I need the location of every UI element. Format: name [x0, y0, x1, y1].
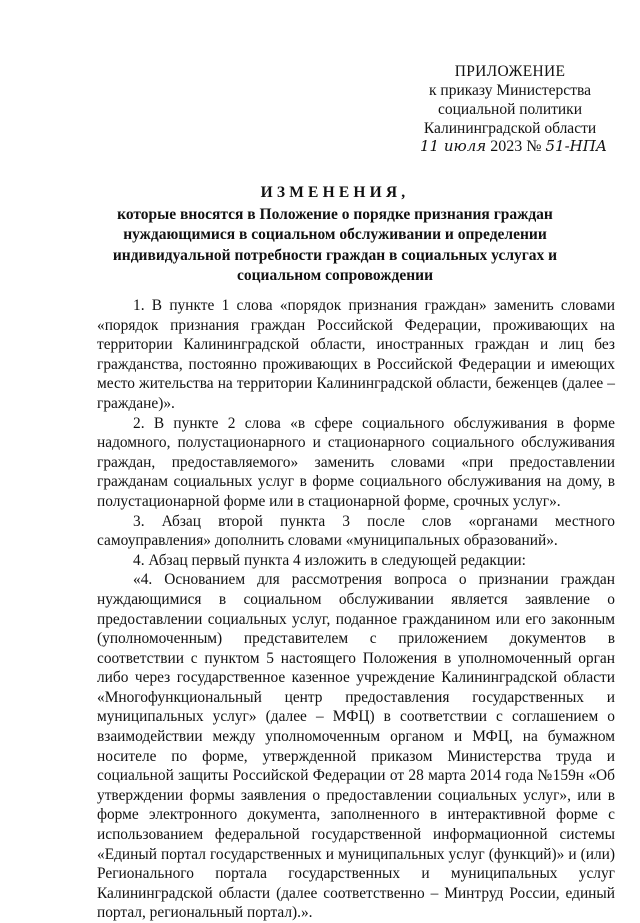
document-title: [96, 183, 574, 287]
title-main: ИЗМЕНЕНИЯ,: [260, 184, 410, 201]
handwritten-order-number: 51-НПА: [545, 137, 608, 155]
paragraph-5-quoted: «4. Основанием для рассмотрения вопроса о признании граждан нуждающимися в социальном обслуживании является заявление о предоставлении социальных услуг, поданное гражданином или его законным (уполномоченным) представителем с приложением документов в соответствии с пунктом 5 настоящего Положения в уполномоченный орган либо через государственное казенное учреждение Калининградской области «Многофункциональный центр предоставления государственных и муниципальных услуг» (далее – МФЦ) в соответствии с соглашением о взаимодействии между уполномоченным органом и МФЦ, на бумажном носителе по форме, утвержденной приказом Министерства труда и социальной защиты Российской Федерации от 28 марта 2014 года №159н «Об утверждении формы заявления о предоставлении социальных услуг», или в форме электронного документа, заполненного в интерактивной форме с использованием федеральной государственной информационной системы «Единый портал государственных и муниципальных услуг (функций)» и (или) Регионального портала государственных и муниципальных услуг Калининградской области (далее соответственно – Минтруд России, единый портал, региональный портал).».: [97, 571, 615, 922]
appendix-line-1: к приказу Министерства: [429, 82, 591, 99]
appendix-title: ПРИЛОЖЕНИЕ: [454, 63, 566, 80]
appendix-header: [400, 62, 620, 138]
appendix-line-3: Калининградской области: [423, 120, 597, 137]
appendix-line-2: социальной политики: [437, 101, 583, 118]
order-year: 2023: [490, 138, 523, 155]
order-date-line: [420, 136, 630, 157]
paragraph-1: 1. В пункте 1 слова «порядок признания граждан» заменить словами «порядок признания граждан Российской Федерации, проживающих на территории Калининградской области, иностранных граждан и лиц без гражданства, постоянно проживающих в Российской Федерации и имеющих место жительства на территории Калининградской области, беженцев (далее – граждане)».: [97, 297, 615, 412]
paragraph-2: 2. В пункте 2 слова «в сфере социального обслуживания в форме надомного, полустационарного и стационарного социального обслуживания граждан, предоставляемого» заменить словами «при предоставлении гражданам социальных услуг в форме социального обслуживания на дому, в полустационарной форме или в стационарной форме, срочных услуг».: [97, 414, 615, 510]
number-sign: №: [526, 138, 542, 155]
document-body: [97, 296, 615, 923]
handwritten-date: 11 июля: [420, 137, 487, 155]
paragraph-3: 3. Абзац второй пункта 3 после слов «органами местного самоуправления» дополнить словами «муниципальных образований».: [97, 512, 615, 550]
title-subtitle: которые вносятся в Положение о порядке признания граждан нуждающимися в социальном обслуживании и определении индивидуальной потребности граждан в социальных услугах и социальном сопровождении: [112, 205, 558, 284]
paragraph-4: 4. Абзац первый пункта 4 изложить в следующей редакции:: [133, 551, 526, 569]
